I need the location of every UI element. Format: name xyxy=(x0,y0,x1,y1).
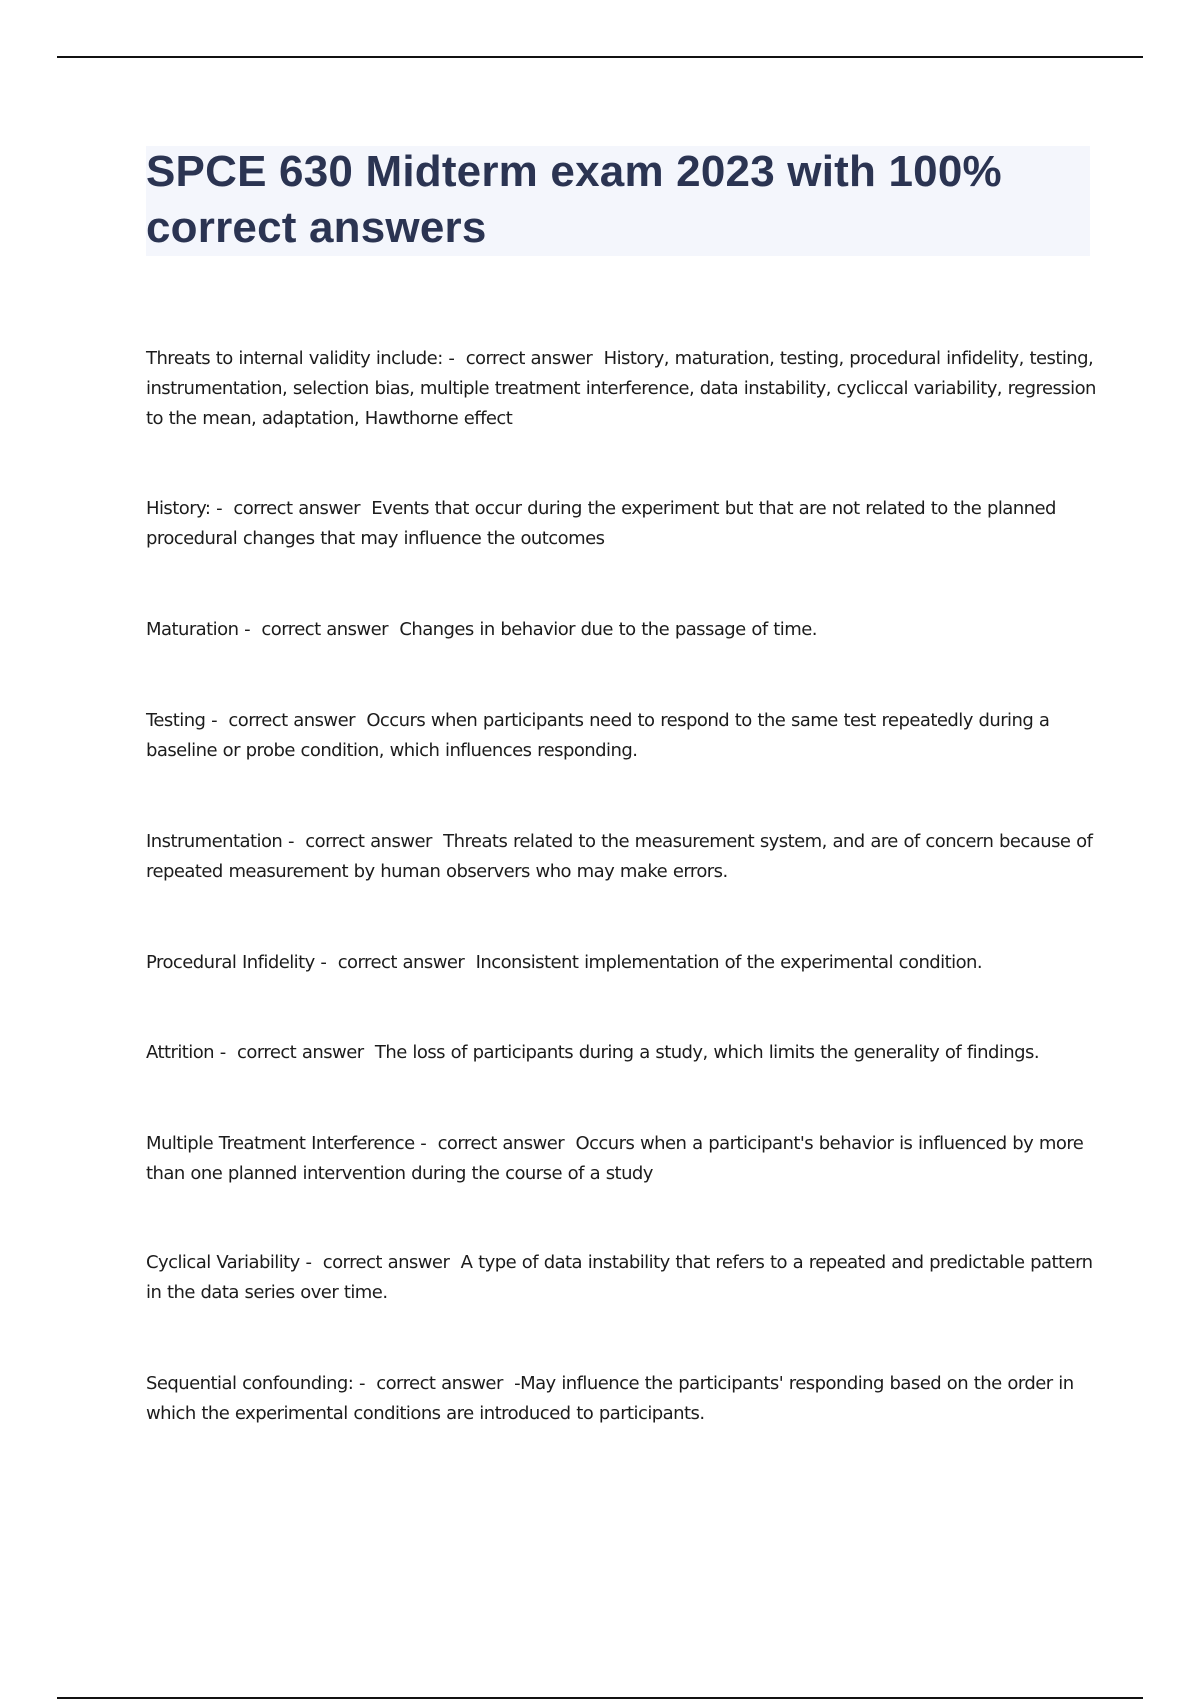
qa-term: History: - xyxy=(146,498,223,519)
qa-answer: Occurs when participants need to respond to the same test repeatedly during a baseline or probe condition, which influences responding. xyxy=(146,710,1050,761)
qa-marker: correct answer xyxy=(376,1373,503,1394)
qa-answer: -May influence the participants' responding based on the order in which the experimental conditions are introduced to participants. xyxy=(146,1373,1074,1424)
qa-item-instrumentation xyxy=(146,827,1096,887)
qa-term: Instrumentation - xyxy=(146,831,294,852)
qa-item-maturation xyxy=(146,615,1096,645)
qa-marker: correct answer xyxy=(237,1042,364,1063)
qa-marker: correct answer xyxy=(261,619,388,640)
qa-item-cyclical-variability xyxy=(146,1248,1096,1308)
qa-term: Threats to internal validity include: - xyxy=(146,348,455,369)
qa-item-testing xyxy=(146,706,1096,766)
qa-answer: Threats related to the measurement system, and are of concern because of repeated measurement by human observers who may make errors. xyxy=(146,831,1093,882)
qa-marker: correct answer xyxy=(437,1133,565,1154)
qa-answer: History, maturation, testing, procedural infidelity, testing, instrumentation, selection bias, multiple treatment interference, data instability, cycliccal variability, regression to the mean, adaptation, Hawthorne effect xyxy=(146,348,1096,429)
qa-term: Sequential confounding: - xyxy=(146,1373,365,1394)
qa-answer: The loss of participants during a study, which limits the generality of findings. xyxy=(374,1042,1040,1063)
qa-term: Attrition - xyxy=(146,1042,226,1063)
qa-answer: A type of data instability that refers to a repeated and predictable pattern in the data series over time. xyxy=(146,1252,1093,1303)
qa-term: Multiple Treatment Interference - xyxy=(146,1133,427,1154)
qa-term: Maturation - xyxy=(146,619,251,640)
qa-item-procedural-infidelity xyxy=(146,948,1096,978)
qa-item-sequential-confounding xyxy=(146,1369,1096,1429)
qa-marker: correct answer xyxy=(337,952,465,973)
qa-marker: correct answer xyxy=(465,348,593,369)
top-divider xyxy=(57,56,1143,58)
qa-item-internal-validity xyxy=(146,344,1096,434)
qa-term: Cyclical Variability - xyxy=(146,1252,312,1273)
qa-term: Procedural Infidelity - xyxy=(146,952,327,973)
qa-answer: Inconsistent implementation of the experimental condition. xyxy=(475,952,983,973)
page-title: SPCE 630 Midterm exam 2023 with 100% correct answers xyxy=(146,147,1002,252)
qa-term: Testing - xyxy=(146,710,218,731)
qa-answer: Changes in behavior due to the passage of time. xyxy=(399,619,817,640)
qa-marker: correct answer xyxy=(233,498,360,519)
qa-marker: correct answer xyxy=(305,831,432,852)
qa-answer: Occurs when a participant's behavior is influenced by more than one planned intervention during the course of a study xyxy=(146,1133,1084,1184)
qa-answer: Events that occur during the experiment but that are not related to the planned procedural changes that may influence the outcomes xyxy=(146,498,1056,549)
qa-item-multiple-treatment-interference xyxy=(146,1129,1096,1189)
qa-item-attrition xyxy=(146,1038,1096,1068)
qa-marker: correct answer xyxy=(228,710,355,731)
qa-item-history xyxy=(146,494,1096,554)
title-band xyxy=(146,146,1090,256)
bottom-divider xyxy=(57,1697,1143,1699)
qa-marker: correct answer xyxy=(322,1252,450,1273)
